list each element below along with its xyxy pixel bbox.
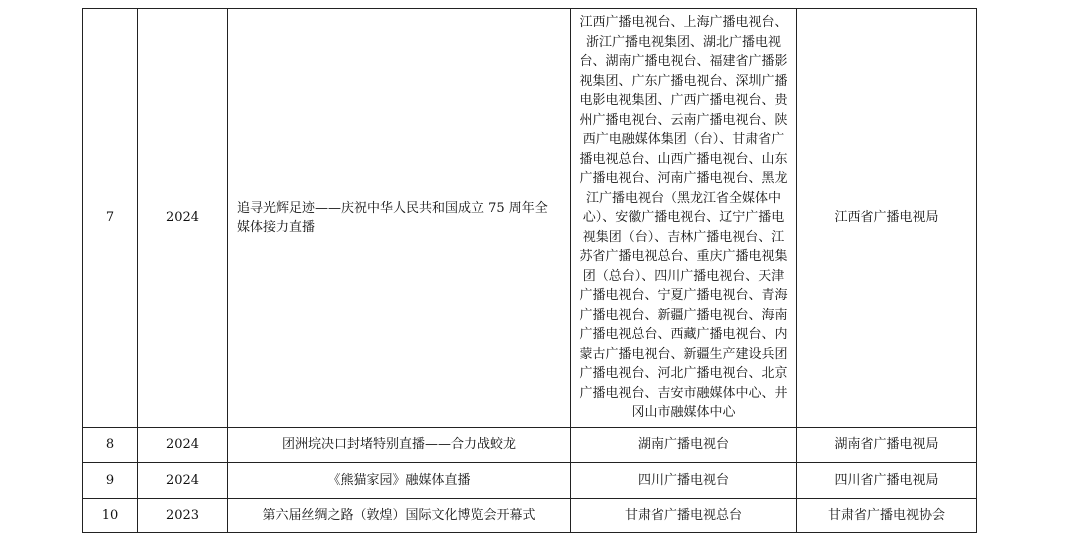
row-year: 2024 xyxy=(138,428,228,463)
table-row xyxy=(83,463,977,499)
row-title: 第六届丝绸之路（敦煌）国际文化博览会开幕式 xyxy=(228,499,571,533)
table-row xyxy=(83,428,977,463)
table-row xyxy=(83,499,977,533)
row-producer: 湖南广播电视台 xyxy=(571,428,797,463)
row-year: 2024 xyxy=(138,463,228,499)
row-recommender: 甘肃省广播电视协会 xyxy=(797,499,977,533)
row-recommender: 江西省广播电视局 xyxy=(797,9,977,428)
row-recommender: 湖南省广播电视局 xyxy=(797,428,977,463)
row-title: 团洲垸决口封堵特别直播——合力战蛟龙 xyxy=(228,428,571,463)
row-title: 追寻光辉足迹——庆祝中华人民共和国成立 75 周年全 媒体接力直播 xyxy=(228,9,571,428)
row-number: 10 xyxy=(83,499,138,533)
row-year: 2023 xyxy=(138,499,228,533)
row-title: 《熊猫家园》融媒体直播 xyxy=(228,463,571,499)
row-number: 7 xyxy=(83,9,138,428)
row-year: 2024 xyxy=(138,9,228,428)
row-number: 9 xyxy=(83,463,138,499)
row-producer: 江西广播电视台、上海广播电视台、 浙江广播电视集团、湖北广播电视 台、湖南广播电视台、福建省广播影 视集团、广东广播电视台、深圳广播 电影电视集团、广西广播电视台、贵 州广播电视台、云南广播电视台、陕 西广电融媒体集团（台）、甘肃省广 播电视总台、山西广播电视台、山东 广播电视台、河南广播电视台、黑龙 江广播电视台（黑龙江省全媒体中 心）、安徽广播电视台、辽宁广播电 视集团（台）、吉林广播电视台、江 苏省广播电视总台、重庆广播电视集 团（总台）、四川广播电视台、天津 广播电视台、宁夏广播电视台、青海 广播电视台、新疆广播电视台、海南 广播电视总台、西藏广播电视台、内 蒙古广播电视台、新疆生产建设兵团 广播电视台、河北广播电视台、北京 广播电视台、吉安市融媒体中心、井 冈山市融媒体中心 xyxy=(571,9,797,428)
table-row xyxy=(83,9,977,428)
row-recommender: 四川省广播电视局 xyxy=(797,463,977,499)
program-table xyxy=(82,8,977,533)
row-producer: 四川广播电视台 xyxy=(571,463,797,499)
row-producer: 甘肃省广播电视总台 xyxy=(571,499,797,533)
row-number: 8 xyxy=(83,428,138,463)
